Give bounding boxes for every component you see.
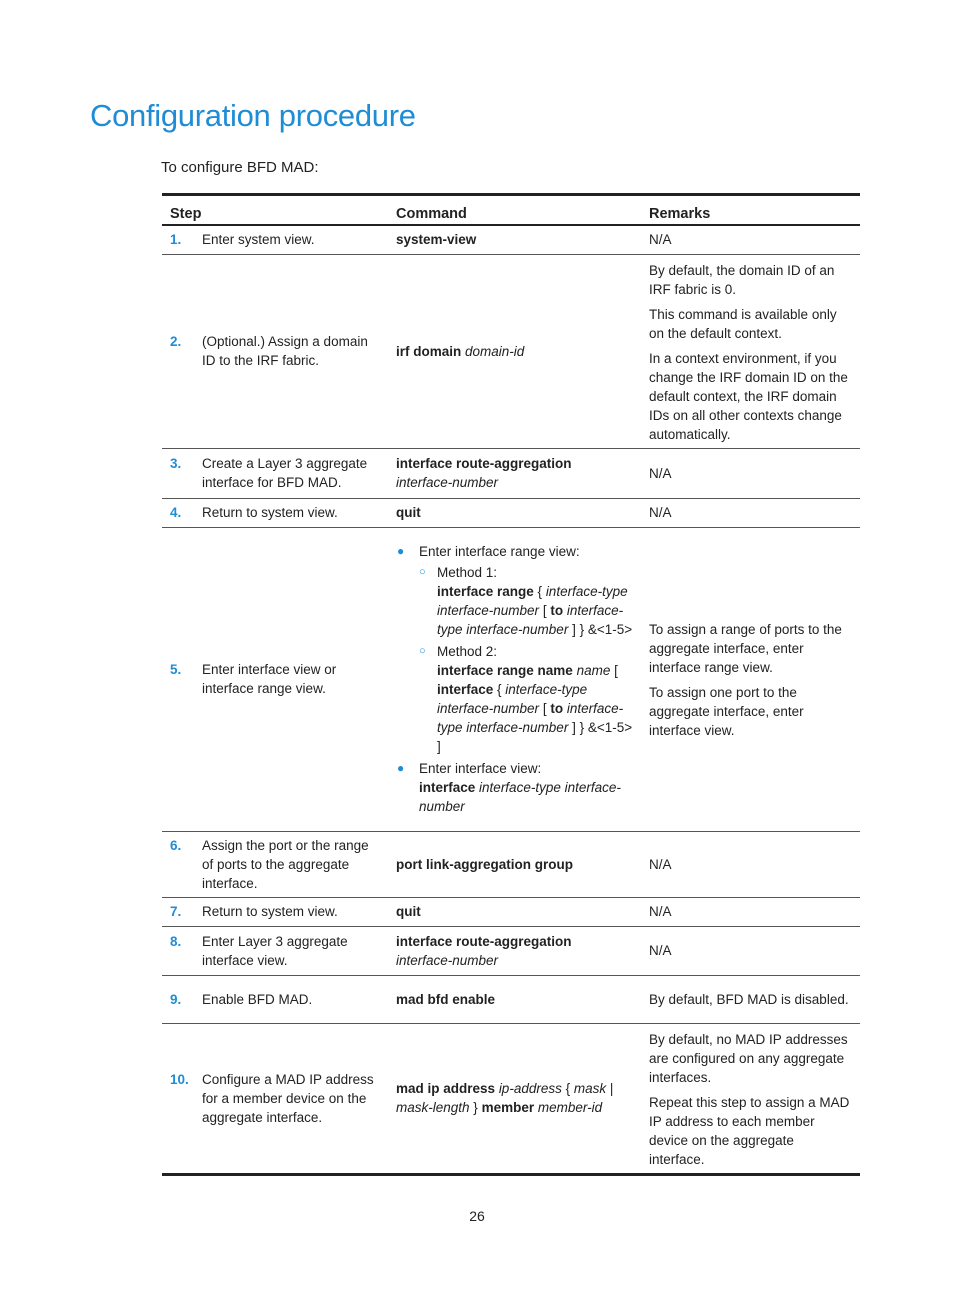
command-cell: interface route-aggregation interface-number <box>388 926 641 975</box>
command-cell <box>388 527 641 831</box>
list-item: ● Enter interface range view: ○ Method 1: interface range { interface-type interface-number [ to interface-type interface-number ] } &<1-5> ○ Method 2: interface range name name [ interface { interface-type interface-number [ to interface-type interface-number ] } &<1-5> ] <box>397 543 633 754</box>
procedure-table <box>162 193 860 1176</box>
command-cell: interface route-aggregation interface-number <box>388 448 641 498</box>
step-number: 7. <box>170 904 182 919</box>
step-number: 3. <box>170 456 182 471</box>
step-text: Enable BFD MAD. <box>202 991 313 1007</box>
circle-bullet-icon: ○ <box>419 565 426 578</box>
bullet-icon: ● <box>397 760 405 775</box>
command-cell: system-view <box>388 225 641 254</box>
circle-bullet-icon: ○ <box>419 644 426 657</box>
command-cell: quit <box>388 498 641 527</box>
step-number: 6. <box>170 837 182 853</box>
command-cell: irf domain domain-id <box>388 254 641 448</box>
step-text: Return to system view. <box>202 505 338 520</box>
table-row <box>162 1023 860 1174</box>
step-text: Configure a MAD IP address for a member device on the aggregate interface. <box>202 1071 374 1125</box>
step-text: Enter system view. <box>202 232 315 248</box>
step-number: 9. <box>170 991 182 1007</box>
remarks-cell: N/A <box>641 498 860 527</box>
table-row <box>162 897 860 926</box>
step-number: 10. <box>170 1071 189 1087</box>
table-row <box>162 831 860 897</box>
page-title: Configuration procedure <box>90 98 416 133</box>
step-text: Enter Layer 3 aggregate interface view. <box>202 933 348 968</box>
header-remarks: Remarks <box>641 195 860 226</box>
step-text: Return to system view. <box>202 904 338 919</box>
step-number: 8. <box>170 933 182 949</box>
remarks-cell: N/A <box>641 225 860 254</box>
command-cell: quit <box>388 897 641 926</box>
remarks-cell: By default, BFD MAD is disabled. <box>641 975 860 1023</box>
intro-text: To configure BFD MAD: <box>161 159 319 176</box>
table-row <box>162 975 860 1023</box>
table-row <box>162 225 860 254</box>
step-number: 2. <box>170 334 182 349</box>
remarks-cell: By default, no MAD IP addresses are configured on any aggregate interfaces. Repeat this step to assign a MAD IP address to each member device on the aggregate interface. <box>641 1023 860 1174</box>
step-text: (Optional.) Assign a domain ID to the IRF fabric. <box>202 334 368 368</box>
bullet-icon: ● <box>397 543 405 558</box>
header-command: Command <box>388 195 641 226</box>
list-item: ● Enter interface view: interface interface-type interface-number <box>397 760 621 814</box>
step-text: Create a Layer 3 aggregate interface for BFD MAD. <box>202 456 368 490</box>
table-header-row <box>162 195 860 226</box>
remarks-cell: To assign a range of ports to the aggregate interface, enter interface range view. To assign one port to the aggregate interface, enter interface view. <box>641 527 860 831</box>
step-text: Enter interface view or interface range view. <box>202 662 337 696</box>
command-cell: mad bfd enable <box>388 975 641 1023</box>
table-row <box>162 527 860 831</box>
remarks-cell: By default, the domain ID of an IRF fabric is 0. This command is available only on the default context. In a context environment, if you change the IRF domain ID on the default context, the IRF domain IDs on all other contexts change automatically. <box>641 254 860 448</box>
remarks-cell: N/A <box>641 926 860 975</box>
page-number: 26 <box>469 1208 485 1224</box>
table-row <box>162 254 860 448</box>
step-number: 1. <box>170 232 182 248</box>
command-cell: mad ip address ip-address { mask | mask-length } member member-id <box>388 1023 641 1174</box>
command-cell: port link-aggregation group <box>388 831 641 897</box>
step-number: 4. <box>170 505 182 520</box>
step-text: Assign the port or the range of ports to the aggregate interface. <box>202 837 369 891</box>
list-item: ○ Method 2: interface range name name [ interface { interface-type interface-number [ to interface-type interface-number ] } &<1-5> ] <box>419 643 633 754</box>
step-number: 5. <box>170 662 182 677</box>
table-row <box>162 448 860 498</box>
table-row <box>162 926 860 975</box>
list-item: ○ Method 1: interface range { interface-type interface-number [ to interface-type interface-number ] } &<1-5> <box>419 564 633 637</box>
header-step: Step <box>162 195 388 226</box>
table-row <box>162 498 860 527</box>
remarks-cell: N/A <box>641 448 860 498</box>
remarks-cell: N/A <box>641 897 860 926</box>
remarks-cell: N/A <box>641 831 860 897</box>
